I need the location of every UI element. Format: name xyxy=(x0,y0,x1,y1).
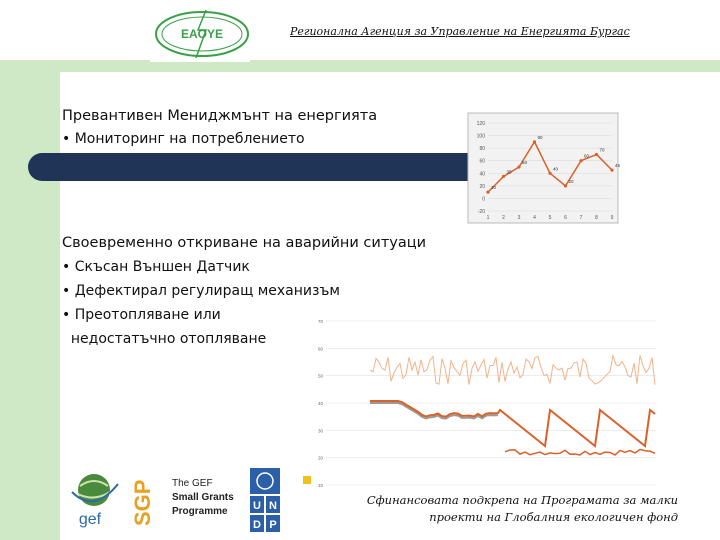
navy-divider-band xyxy=(28,153,494,181)
frame-green-vertical xyxy=(0,60,60,540)
funding-line-1: Сфинансовата подкрепа на Програмата за малки xyxy=(366,493,678,507)
anomaly-ytick-label: 30 xyxy=(317,428,323,434)
consumption-data-label: 50 xyxy=(522,160,528,165)
sgp-mark-text: SGP xyxy=(130,479,155,526)
consumption-xtick-label: 2 xyxy=(502,215,505,221)
undp-letter-d: D xyxy=(253,519,261,531)
bullet-underheating: недостатъчно отопляване xyxy=(62,331,267,347)
consumption-ytick-label: 20 xyxy=(479,183,485,190)
agency-logo-graphic xyxy=(150,4,250,62)
agency-logo-text: EAOYE xyxy=(180,27,224,41)
agency-logo xyxy=(150,4,250,62)
bullet-broken-sensor: • Скъсан Външен Датчик xyxy=(62,259,250,275)
undp-letter-p: P xyxy=(269,519,277,531)
consumption-data-label: 40 xyxy=(553,166,559,172)
consumption-chart xyxy=(468,113,621,223)
consumption-point xyxy=(610,169,613,172)
consumption-point xyxy=(502,175,505,178)
section1-heading: Превантивен Мениджмънт на енергията xyxy=(62,108,378,124)
consumption-data-label: 10 xyxy=(491,185,497,191)
bullet-overheating: • Преотопляване или xyxy=(62,307,221,323)
consumption-data-label: 70 xyxy=(599,147,605,153)
anomaly-chart xyxy=(310,315,658,495)
undp-logo xyxy=(250,468,280,532)
consumption-xtick-label: 5 xyxy=(548,215,552,221)
anomaly-ytick-label: 70 xyxy=(317,319,323,324)
frame-green-horizontal xyxy=(0,60,720,72)
consumption-xtick-label: 9 xyxy=(610,215,614,221)
anomaly-ytick-label: 50 xyxy=(317,373,323,379)
consumption-point xyxy=(486,191,489,194)
undp-letter-n: N xyxy=(269,500,277,512)
anomaly-ytick-label: 10 xyxy=(317,483,323,488)
consumption-point xyxy=(533,140,536,143)
consumption-chart-frame xyxy=(468,113,618,223)
consumption-ytick-label: 80 xyxy=(479,146,485,153)
gef-logo-text: gef xyxy=(78,511,102,528)
consumption-point xyxy=(564,184,567,187)
funding-note xyxy=(348,492,678,526)
sgp-line-3: Programme xyxy=(172,506,228,517)
consumption-data-label: 90 xyxy=(537,134,543,140)
anomaly-ytick-label: 20 xyxy=(317,455,323,461)
consumption-point xyxy=(595,153,598,156)
bullet-faulty-regulator: • Дефектирал регулиращ механизъм xyxy=(62,283,340,299)
consumption-xtick-label: 8 xyxy=(595,215,598,221)
anomaly-ytick-label: 40 xyxy=(317,401,323,406)
header-title: Регионална Агенция за Управление на Енергията Бургас xyxy=(290,25,630,38)
consumption-ytick-label: -20 xyxy=(477,209,485,215)
consumption-data-label: 35 xyxy=(506,169,512,175)
consumption-xtick-label: 3 xyxy=(517,215,521,221)
consumption-ytick-label: 100 xyxy=(476,133,485,140)
gef-globe-icon xyxy=(66,470,126,530)
consumption-ytick-label: 0 xyxy=(482,196,485,203)
consumption-point xyxy=(517,165,520,168)
consumption-xtick-label: 1 xyxy=(486,215,490,221)
consumption-data-label: 60 xyxy=(584,153,590,159)
funding-line-2: проекти на Глобалния екологичен фонд xyxy=(429,510,678,524)
sgp-logo-graphic xyxy=(130,472,242,528)
undp-logo-graphic xyxy=(250,468,280,532)
consumption-data-label: 20 xyxy=(568,178,574,184)
consumption-xtick-label: 6 xyxy=(564,215,567,221)
anomaly-ytick-label: 60 xyxy=(317,346,323,352)
decorative-square xyxy=(303,476,311,484)
consumption-point xyxy=(579,159,582,162)
sgp-line-1: The GEF xyxy=(172,478,213,489)
consumption-ytick-label: 60 xyxy=(479,158,485,165)
consumption-ytick-label: 40 xyxy=(479,171,485,178)
consumption-point xyxy=(548,172,551,175)
sgp-logo xyxy=(130,472,242,528)
consumption-xtick-label: 7 xyxy=(579,215,583,221)
anomaly-chart-frame xyxy=(310,315,658,495)
consumption-xtick-label: 4 xyxy=(533,215,536,221)
undp-letter-u: U xyxy=(253,500,261,512)
consumption-ytick-label: 120 xyxy=(476,121,485,127)
sgp-line-2: Small Grants xyxy=(172,492,234,503)
consumption-data-label: 45 xyxy=(615,163,621,169)
section2-heading: Своевременно откриване на аварийни ситуаци xyxy=(62,235,427,251)
gef-logo xyxy=(66,470,126,530)
bullet-monitoring: • Мониторинг на потреблението xyxy=(62,131,305,147)
